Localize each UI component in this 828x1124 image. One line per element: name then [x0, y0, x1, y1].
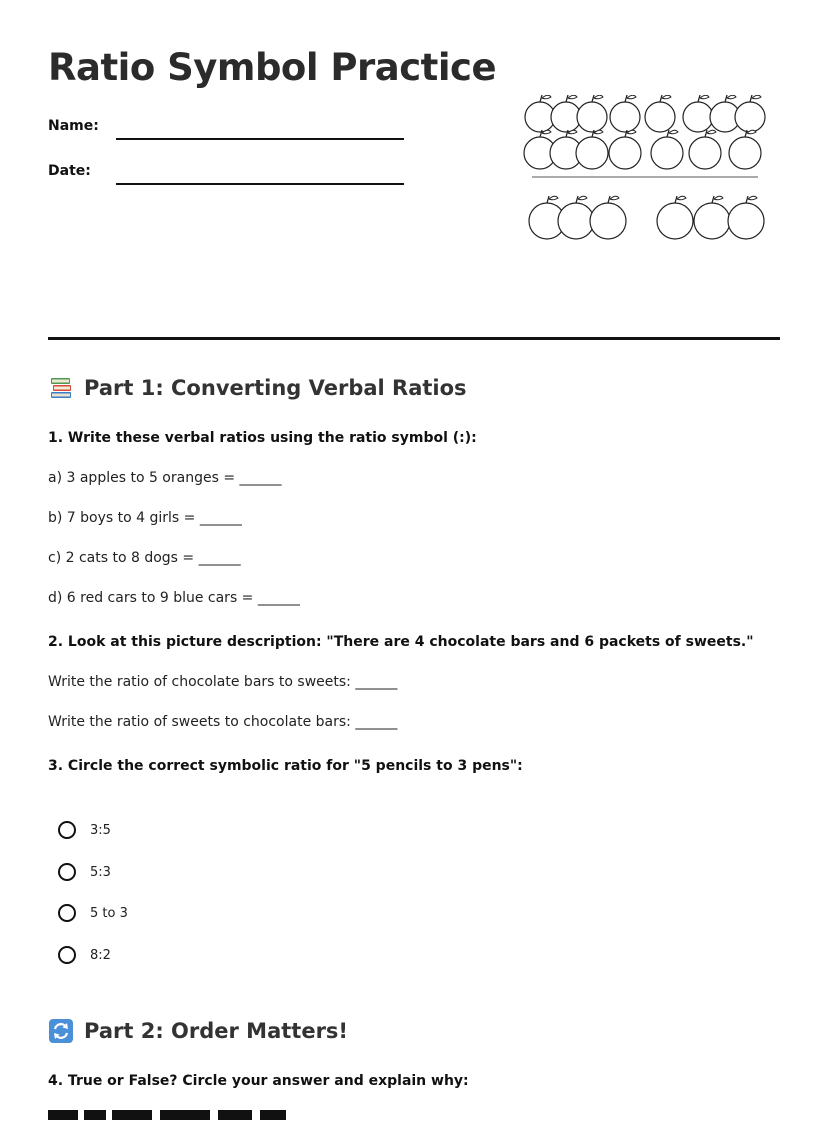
section-divider [48, 337, 780, 340]
apple-icon [657, 196, 693, 239]
radio-circle[interactable] [58, 946, 76, 964]
apple-icon [609, 130, 641, 169]
radio-circle[interactable] [58, 863, 76, 881]
apple-icon [689, 130, 721, 169]
cut-off-text [48, 1108, 348, 1124]
option-label: 3:5 [90, 822, 111, 838]
question-1a: a) 3 apples to 5 oranges = ______ [48, 470, 282, 486]
part2-heading-text: Part 2: Order Matters! [84, 1019, 348, 1043]
option-5-to-3[interactable] [58, 901, 128, 925]
books-emoji-icon [48, 375, 74, 401]
option-label: 5:3 [90, 864, 111, 880]
apple-icon [694, 196, 730, 239]
question-1c: c) 2 cats to 8 dogs = ______ [48, 550, 241, 566]
date-label: Date: [48, 163, 91, 179]
apples-illustration [520, 95, 770, 245]
option-label: 8:2 [90, 947, 111, 963]
apple-icon [735, 95, 765, 132]
question-2-line-2: Write the ratio of sweets to chocolate bars: ______ [48, 714, 398, 730]
radio-circle[interactable] [58, 821, 76, 839]
option-3-5[interactable] [58, 818, 111, 842]
apple-icon [729, 130, 761, 169]
name-label: Name: [48, 118, 99, 134]
apple-icon [683, 95, 713, 132]
apple-icon [651, 130, 683, 169]
question-1d: d) 6 red cars to 9 blue cars = ______ [48, 590, 300, 606]
apple-icon [576, 130, 608, 169]
part2-heading [48, 1018, 348, 1044]
question-4-prompt: 4. True or False? Circle your answer and explain why: [48, 1073, 469, 1089]
option-8-2[interactable] [58, 943, 111, 967]
apple-icon [645, 95, 675, 132]
question-3-prompt: 3. Circle the correct symbolic ratio for "5 pencils to 3 pens": [48, 758, 523, 774]
apple-icon [577, 95, 607, 132]
apple-icon [610, 95, 640, 132]
apple-icon [558, 196, 594, 239]
date-field[interactable] [116, 183, 404, 185]
part1-heading [48, 375, 467, 401]
repeat-arrows-emoji-icon [48, 1018, 74, 1044]
radio-circle[interactable] [58, 904, 76, 922]
apple-icon [728, 196, 764, 239]
part1-heading-text: Part 1: Converting Verbal Ratios [84, 376, 467, 400]
name-field[interactable] [116, 138, 404, 140]
option-5-3[interactable] [58, 860, 111, 884]
option-label: 5 to 3 [90, 905, 128, 921]
question-2-prompt: 2. Look at this picture description: "There are 4 chocolate bars and 6 packets of sweets." [48, 634, 754, 650]
question-1-prompt: 1. Write these verbal ratios using the ratio symbol (:): [48, 430, 477, 446]
question-2-line-1: Write the ratio of chocolate bars to sweets: ______ [48, 674, 398, 690]
apple-icon [551, 95, 581, 132]
apple-icon [525, 95, 555, 132]
question-1b: b) 7 boys to 4 girls = ______ [48, 510, 242, 526]
page-title: Ratio Symbol Practice [48, 46, 497, 89]
apple-icon [590, 196, 626, 239]
